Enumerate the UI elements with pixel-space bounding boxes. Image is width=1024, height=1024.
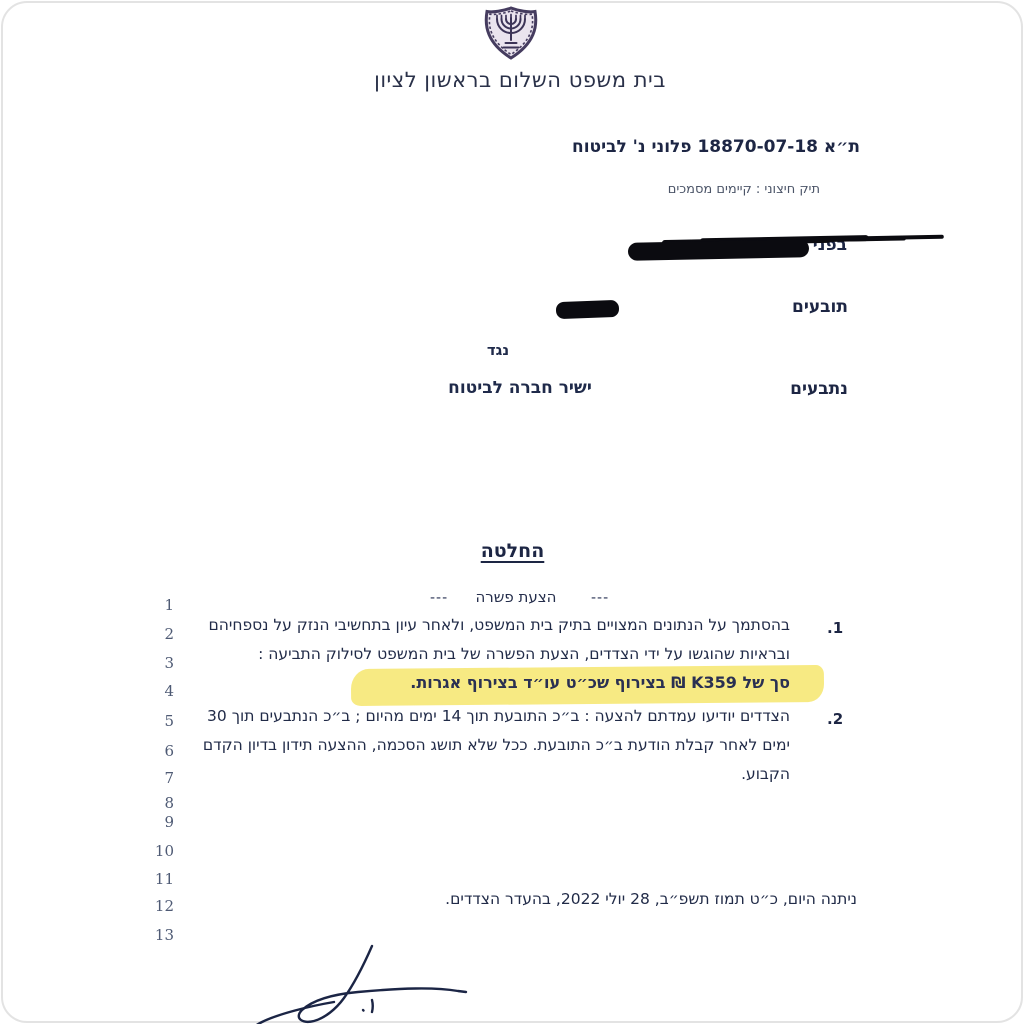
- judge-signature: [222, 940, 567, 1024]
- judge-name-redaction-bar: [628, 239, 809, 260]
- proposal-title: הצעת פשרה: [475, 588, 557, 606]
- court-name: בית משפט השלום בראשון לציון: [374, 68, 666, 92]
- margin-line-number: 9: [164, 813, 174, 831]
- highlighted-settlement-sum: סך של K359 ₪ בצירוף שכ״ט עו״ד בצירוף אגרות.: [410, 673, 790, 692]
- margin-line-number: 3: [164, 654, 174, 672]
- paragraph-2-line-3: הקבוע.: [741, 765, 790, 783]
- proposal-dash-left: ---: [430, 590, 449, 606]
- paragraph-2-line-1: הצדדים יודיעו עמדתם להצעה : ב״כ התובעת תוך 14 ימים מהיום ; ב״כ הנתבעים תוך 30: [207, 707, 790, 725]
- margin-line-number: 2: [164, 625, 174, 643]
- israel-state-emblem-icon: [479, 6, 543, 60]
- defendants-label: נתבעים: [790, 379, 848, 399]
- margin-line-number: 8: [164, 794, 174, 812]
- paragraph-1-line-2: ובראיות שהוגשו על ידי הצדדים, הצעת הפשרה של בית המשפט לסילוק התביעה :: [258, 645, 790, 663]
- case-title: ת״א 18870-07-18 פלוני נ' לביטוח: [572, 137, 860, 157]
- decision-heading: החלטה: [480, 540, 545, 562]
- defendant-name: ישיר חברה לביטוח: [448, 378, 592, 398]
- margin-line-number: 5: [164, 712, 174, 730]
- margin-line-number: 11: [154, 870, 174, 888]
- margin-line-number: 1: [164, 596, 174, 614]
- margin-line-number: 4: [164, 682, 174, 700]
- proposal-dash-right: ---: [591, 590, 610, 606]
- paragraph-2-number: .2: [827, 710, 844, 728]
- paragraph-2-line-2: ימים לאחר קבלת הודעת ב״כ התובעת. ככל שלא תושג הסכמה, ההצעה תידון בדיון הקדם: [202, 736, 790, 754]
- paragraph-1-number: .1: [827, 619, 844, 637]
- versus-label: נגד: [486, 341, 510, 359]
- margin-line-number: 13: [154, 926, 174, 944]
- issued-date-line: ניתנה היום, כ״ט תמוז תשפ״ב, 28 יולי 2022, בהעדר הצדדים.: [445, 890, 857, 908]
- margin-line-number: 6: [164, 742, 174, 760]
- margin-line-number: 7: [164, 769, 174, 787]
- margin-line-number: 10: [154, 842, 174, 860]
- external-case-note: תיק חיצוני : קיימים מסמכים: [667, 182, 820, 197]
- before-label: בפני: [812, 235, 847, 255]
- plaintiffs-label: תובעים: [792, 297, 848, 317]
- paragraph-1-line-1: בהסתמך על הנתונים המצויים בתיק בית המשפט, ולאחר עיון בתחשיבי הנזק על נספחיהם: [208, 616, 790, 634]
- plaintiff-name-redaction-bar: [556, 300, 620, 319]
- margin-line-number: 12: [154, 897, 174, 915]
